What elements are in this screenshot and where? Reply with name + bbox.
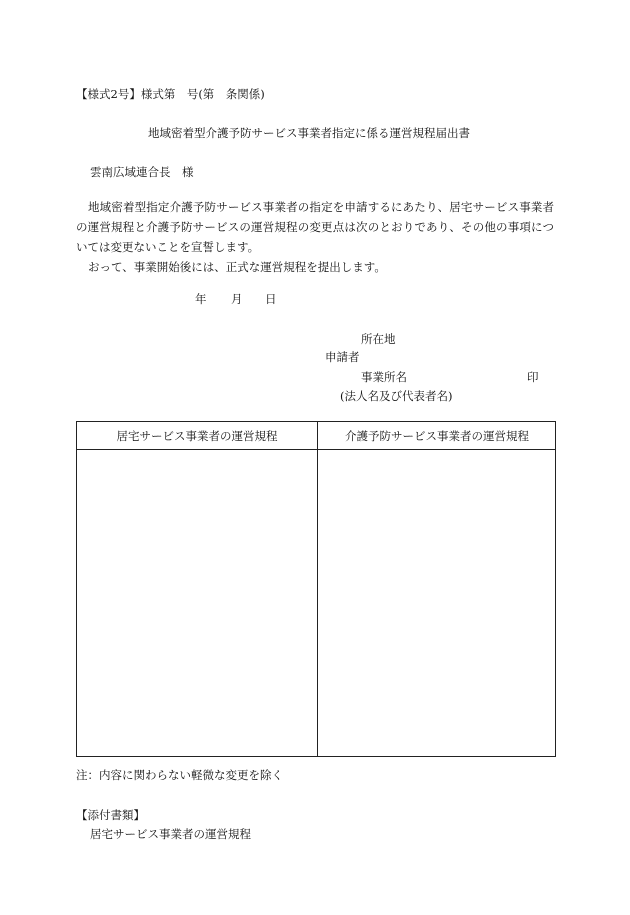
table-header-divider	[77, 449, 555, 450]
office-name-label: 事業所名	[361, 370, 407, 384]
attachment-item: 居宅サービス事業者の運営規程	[90, 827, 251, 841]
operating-rules-table	[76, 421, 556, 757]
attachments-heading: 【添付書類】	[76, 808, 145, 822]
submission-notice-paragraph: おって、事業開始後には、正式な運営規程を提出します。	[88, 260, 386, 274]
column-header-home-service-rules: 居宅サービス事業者の運営規程	[116, 429, 278, 443]
address-label: 所在地	[361, 332, 396, 346]
declaration-paragraph: 地域密着型指定介護予防サービス事業者の指定を申請するにあたり、居宅サービス事業者の運営規程と介護予防サービスの運営規程の変更点は次のとおりであり、その他の事項については変更ないことを宣誓します。	[76, 200, 554, 254]
addressee: 雲南広域連合長 様	[90, 165, 194, 179]
seal-label: 印	[527, 370, 539, 384]
document-title: 地域密着型介護予防サービス事業者指定に係る運営規程届出書	[148, 126, 470, 140]
declaration-body	[76, 197, 554, 277]
table-column-divider	[317, 422, 318, 756]
date-month-label: 月	[231, 292, 243, 306]
date-day-label: 日	[265, 292, 277, 306]
date-year-label: 年	[195, 292, 207, 306]
form-number: 【様式2号】様式第 号(第 条関係)	[76, 87, 265, 101]
applicant-label: 申請者	[325, 350, 360, 364]
column-header-preventive-service-rules: 介護予防サービス事業者の運営規程	[345, 429, 529, 443]
note: 注：内容に関わらない軽微な変更を除く	[76, 768, 283, 782]
corporate-representative-label: (法人名及び代表者名)	[340, 389, 453, 403]
